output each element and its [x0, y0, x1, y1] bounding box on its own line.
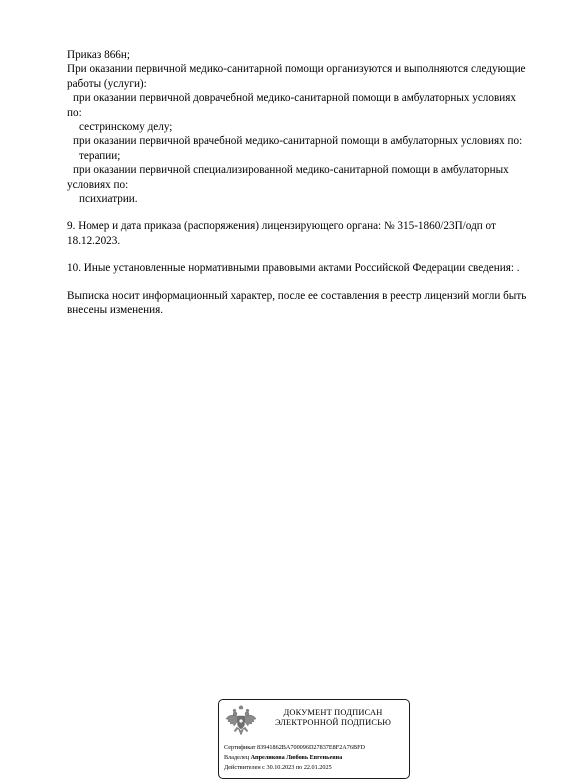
order-number-line-1: 9. Номер и дата приказа (распоряжения) лицензирующего органа: № 315-1860/23П/одп от [67, 220, 496, 233]
other-info-line: 10. Иные установленные нормативными правовыми актами Российской Федерации сведения: . [67, 262, 520, 275]
coat-of-arms-icon [225, 705, 257, 741]
works-intro-line-1: При оказании первичной медико-санитарной помощи организуются и выполняются следующие [67, 63, 526, 76]
stamp-title-line-1: ДОКУМЕНТ ПОДПИСАН [283, 708, 383, 717]
service-psychiatry: психиатрии. [79, 193, 138, 206]
order-number-line-2: 18.12.2023. [67, 234, 121, 247]
disclaimer-line-1: Выписка носит информационный характер, после ее составления в реестр лицензий могли быть [67, 289, 527, 302]
document-body [67, 48, 563, 318]
paragraph-gap [67, 276, 563, 289]
prehospital-care-continuation: по: [67, 106, 82, 119]
service-therapy: терапии; [79, 149, 121, 162]
specialized-care-continuation: условиях по: [67, 178, 129, 191]
validity-line: Действителен с 30.10.2023 по 22.01.2025 [224, 764, 332, 771]
certificate-line [224, 744, 365, 752]
paragraph-gap [67, 206, 563, 219]
stamp-title-line-2: ЭЛЕКТРОННОЙ ПОДПИСЬЮ [274, 718, 392, 727]
prehospital-care-line: при оказании первичной доврачебной медико-санитарной помощи в амбулаторных условиях [73, 92, 516, 105]
physician-care-line: при оказании первичной врачебной медико-санитарной помощи в амбулаторных условиях по: [73, 135, 523, 148]
owner-line [224, 754, 342, 762]
specialized-care-line: при оказании первичной специализированной медико-санитарной помощи в амбулаторных [73, 164, 509, 177]
works-intro-line-2: работы (услуги): [67, 77, 147, 90]
service-nursing: сестринскому делу; [79, 121, 173, 134]
electronic-signature-stamp [218, 699, 410, 779]
certificate-value: 83941862BA700096D27837E8F2A76BFD [257, 744, 365, 751]
order-reference: Приказ 866н; [67, 49, 130, 61]
certificate-label: Сертификат [224, 744, 256, 751]
paragraph-gap [67, 248, 563, 261]
disclaimer-line-2: внесены изменения. [67, 304, 164, 317]
stamp-title [263, 708, 403, 728]
owner-label: Владелец [224, 754, 250, 761]
owner-value: Апреликова Любовь Евгеньевна [250, 754, 343, 761]
